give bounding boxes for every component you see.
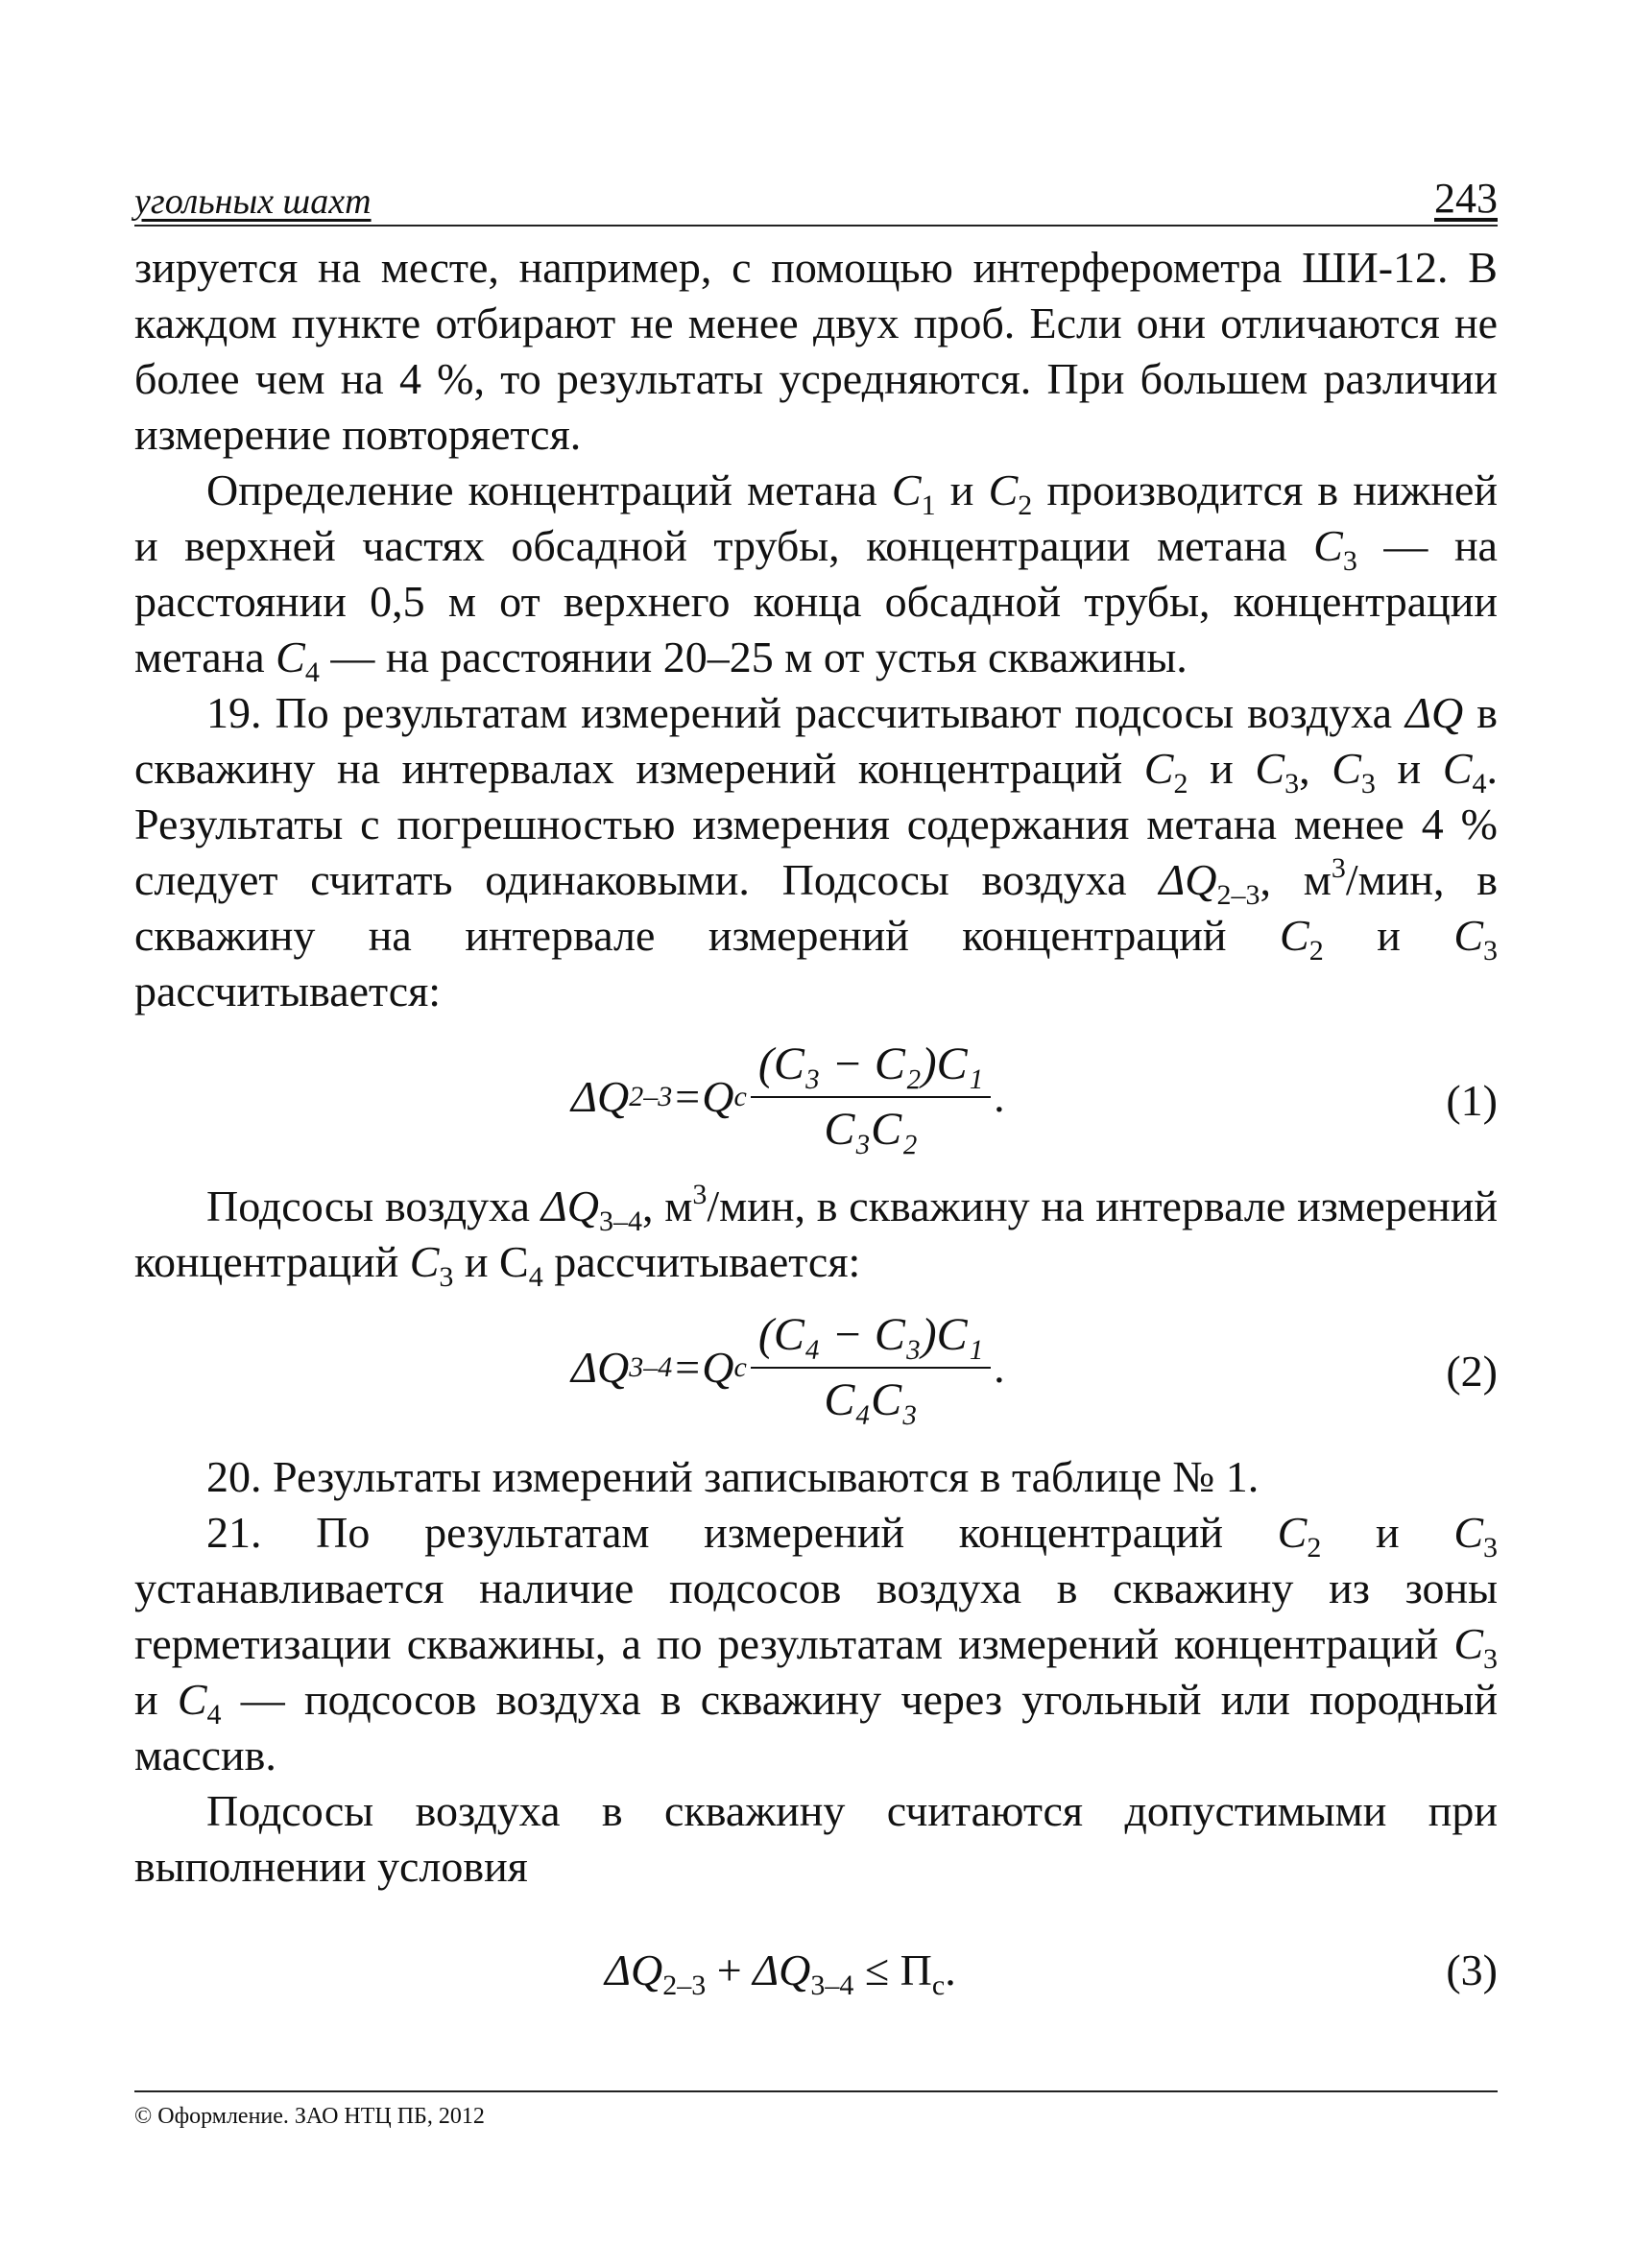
paragraph-4: Подсосы воздуха $\Delta Q_{3-4}$, $м^3$/мин, в скважину на интервале измерений концентраций $C_3$ и $С_4$ рассчитывается: [134, 1179, 1498, 1293]
body-text [134, 240, 1498, 2019]
formula-1-denominator: C₃C₂ [824, 1104, 918, 1155]
paragraph-5: 20. Результаты измерений записываются в таблице № 1. [206, 1452, 1260, 1501]
paragraph-2: Определение концентраций метана $C_1$ и $C_2$ производится в нижней и верхней частях обсадной трубы, концентрации метана $C_3$ — на расстоянии 0,5 м от верхнего конца обсадной трубы, концентрации метана $C_4$ — на расстоянии 20–25 м от устья скважины. [134, 466, 1498, 688]
paragraph-6: 21. По результатам измерений концентраций $C_2$ и $C_3$ устанавливается наличие подсосов воздуха в скважину из зоны герметизации скважины, а по результатам измерений концентраций $C_3$ и $C_4$ — подсосов воздуха в скважину через угольный или породный массив. [134, 1508, 1498, 1779]
page-number: 243 [1434, 175, 1498, 222]
paragraph-3: 19. По результатам измерений рассчитывают подсосы воздуха ΔQ в скважину на интервалах измерений концентраций $C_2$ и $C_3$, $C_3$ и $C_4$. Результаты с погрешностью измерения содержания метана менее 4 % следует считать одинаковыми. Подсосы воздуха $\Delta Q_{2-3}$, $м^3$/мин, в скважину на интервале измерений концентраций $C_2$ и $C_3$ рассчитывается: [134, 688, 1498, 1015]
formula-1-fraction [751, 1037, 991, 1158]
formula-2-numerator: (C₄ − C₃)C₁ [751, 1307, 991, 1369]
formula-3-expression: $\Delta Q_{2-3} + \Delta Q_{3-4} \le П_c$. [605, 1946, 956, 2001]
formula-2 [134, 1296, 1498, 1440]
formula-3-number: (3) [1446, 1946, 1498, 1994]
page [134, 173, 1498, 2019]
paragraph-7: Подсосы воздуха в скважину считаются допустимыми при выполнении условия [134, 1786, 1498, 1891]
running-head: угольных шахт [134, 181, 372, 222]
formula-1 [134, 1025, 1498, 1169]
paragraph-1: зируется на месте, например, с помощью интерферометра ШИ-12. В каждом пункте отбирают не менее двух проб. Если они отличаются не более чем на 4 %, то результаты усредняются. При большем различии измерение повторяется. [134, 243, 1498, 459]
formula-1-numerator: (C₃ − C₂)C₁ [751, 1037, 991, 1098]
formula-2-fraction [751, 1307, 991, 1428]
page-header [134, 173, 1498, 227]
page-footer [134, 2090, 1498, 2130]
formula-3 [134, 1923, 1498, 2019]
formula-1-expression: ΔQ 2–3 = Q c $\frac{\text{(C₃ − C₂)C₁}}{\text{C₃C₂}}$ . [571, 1025, 1006, 1169]
formula-2-denominator: C₄C₃ [824, 1374, 918, 1425]
formula-2-number: (2) [1446, 1347, 1498, 1396]
formula-1-number: (1) [1446, 1076, 1498, 1125]
formula-2-expression: ΔQ 3–4 = Q c $\frac{\text{(C₄ − C₃)C₁}}{\text{C₄C₃}}$ . [571, 1296, 1006, 1440]
copyright-text: © Оформление. ЗАО НТЦ ПБ, 2012 [134, 2104, 485, 2129]
